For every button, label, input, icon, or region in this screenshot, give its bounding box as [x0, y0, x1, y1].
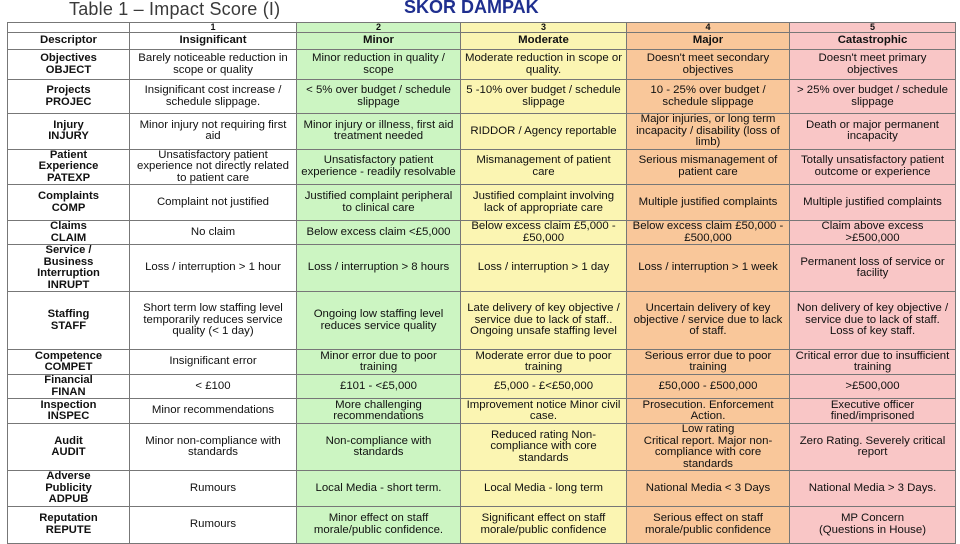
column-header: Catastrophic	[790, 33, 956, 50]
impact-cell: Minor injury not requiring first aid	[130, 114, 297, 150]
descriptor-cell: Objectives OBJECT	[8, 50, 130, 80]
impact-cell: Totally unsatisfactory patient outcome or experience	[790, 149, 956, 185]
impact-cell: Local Media - long term	[461, 471, 627, 507]
impact-cell: Non delivery of key objective / service due to lack of staff. Loss of key staff.	[790, 292, 956, 350]
impact-cell: National Media < 3 Days	[627, 471, 790, 507]
impact-cell: 5 -10% over budget / schedule slippage	[461, 80, 627, 114]
impact-cell: Minor non-compliance with standards	[130, 424, 297, 471]
impact-cell: Unsatisfactory patient experience not directly related to patient care	[130, 149, 297, 185]
impact-cell: £50,000 - £500,000	[627, 375, 790, 399]
impact-cell: Rumours	[130, 506, 297, 543]
slide-subtitle: SKOR DAMPAK	[404, 0, 539, 17]
table-row	[8, 185, 956, 221]
descriptor-cell: Audit AUDIT	[8, 424, 130, 471]
impact-cell: Moderate reduction in scope or quality.	[461, 50, 627, 80]
score-number-row	[8, 23, 956, 33]
impact-cell: Ongoing low staffing level reduces service quality	[297, 292, 461, 350]
impact-cell: £5,000 - £<£50,000	[461, 375, 627, 399]
descriptor-cell: Inspection INSPEC	[8, 399, 130, 424]
impact-cell: < 5% over budget / schedule slippage	[297, 80, 461, 114]
impact-cell: Insignificant cost increase / schedule slippage.	[130, 80, 297, 114]
table-row	[8, 50, 956, 80]
impact-cell: Loss / interruption > 1 hour	[130, 245, 297, 292]
table-row	[8, 245, 956, 292]
descriptor-cell: Staffing STAFF	[8, 292, 130, 350]
table-row	[8, 114, 956, 150]
impact-cell: National Media > 3 Days.	[790, 471, 956, 507]
column-header: Insignificant	[130, 33, 297, 50]
impact-cell: Serious mismanagement of patient care	[627, 149, 790, 185]
table-row	[8, 506, 956, 543]
descriptor-cell: Projects PROJEC	[8, 80, 130, 114]
impact-cell: 10 - 25% over budget / schedule slippage	[627, 80, 790, 114]
impact-cell: Doesn't meet secondary objectives	[627, 50, 790, 80]
impact-cell: RIDDOR / Agency reportable	[461, 114, 627, 150]
impact-cell: Loss / interruption > 1 day	[461, 245, 627, 292]
impact-cell: MP Concern (Questions in House)	[790, 506, 956, 543]
impact-cell: Claim above excess >£500,000	[790, 221, 956, 245]
table-row	[8, 471, 956, 507]
table-title: Table 1 – Impact Score (I)	[69, 0, 281, 19]
column-header: Major	[627, 33, 790, 50]
table-row	[8, 375, 956, 399]
impact-cell: < £100	[130, 375, 297, 399]
impact-cell: Below excess claim <£5,000	[297, 221, 461, 245]
table-row	[8, 424, 956, 471]
impact-cell: Serious error due to poor training	[627, 350, 790, 375]
descriptor-cell: Adverse Publicity ADPUB	[8, 471, 130, 507]
table-row	[8, 149, 956, 185]
column-header: Descriptor	[8, 33, 130, 50]
descriptor-cell: Patient Experience PATEXP	[8, 149, 130, 185]
impact-cell: Serious effect on staff morale/public confidence	[627, 506, 790, 543]
table-row	[8, 292, 956, 350]
column-header: Minor	[297, 33, 461, 50]
impact-cell: > 25% over budget / schedule slippage	[790, 80, 956, 114]
impact-cell: Local Media - short term.	[297, 471, 461, 507]
score-number-cell: 3	[461, 23, 627, 33]
impact-score-table	[7, 22, 956, 544]
impact-cell: Complaint not justified	[130, 185, 297, 221]
impact-cell: Justified complaint involving lack of appropriate care	[461, 185, 627, 221]
impact-cell: No claim	[130, 221, 297, 245]
impact-cell: Minor injury or illness, first aid treatment needed	[297, 114, 461, 150]
table-body	[8, 23, 956, 544]
impact-cell: Rumours	[130, 471, 297, 507]
impact-cell: Significant effect on staff morale/public confidence	[461, 506, 627, 543]
impact-cell: Below excess claim £5,000 - £50,000	[461, 221, 627, 245]
impact-cell: Loss / interruption > 1 week	[627, 245, 790, 292]
impact-cell: £101 - <£5,000	[297, 375, 461, 399]
score-number-cell: 2	[297, 23, 461, 33]
impact-cell: Loss / interruption > 8 hours	[297, 245, 461, 292]
descriptor-cell: Injury INJURY	[8, 114, 130, 150]
descriptor-cell: Competence COMPET	[8, 350, 130, 375]
impact-cell: Death or major permanent incapacity	[790, 114, 956, 150]
table-row	[8, 350, 956, 375]
impact-cell: Late delivery of key objective / service due to lack of staff.. Ongoing unsafe staffing level	[461, 292, 627, 350]
impact-cell: Executive officer fined/imprisoned	[790, 399, 956, 424]
impact-cell: Minor error due to poor training	[297, 350, 461, 375]
impact-cell: Short term low staffing level temporarily reduces service quality (< 1 day)	[130, 292, 297, 350]
impact-cell: Doesn't meet primary objectives	[790, 50, 956, 80]
impact-cell: Barely noticeable reduction in scope or quality	[130, 50, 297, 80]
descriptor-cell: Reputation REPUTE	[8, 506, 130, 543]
impact-cell: Minor effect on staff morale/public confidence.	[297, 506, 461, 543]
impact-cell: Major injuries, or long term incapacity / disability (loss of limb)	[627, 114, 790, 150]
column-header: Moderate	[461, 33, 627, 50]
impact-cell: Unsatisfactory patient experience - readily resolvable	[297, 149, 461, 185]
impact-cell: Multiple justified complaints	[790, 185, 956, 221]
score-number-cell: 4	[627, 23, 790, 33]
descriptor-cell: Financial FINAN	[8, 375, 130, 399]
impact-cell: Minor reduction in quality / scope	[297, 50, 461, 80]
impact-cell: Justified complaint peripheral to clinical care	[297, 185, 461, 221]
score-number-cell: 5	[790, 23, 956, 33]
slide-header	[0, 0, 960, 22]
table-row	[8, 399, 956, 424]
impact-cell: >£500,000	[790, 375, 956, 399]
table-row	[8, 80, 956, 114]
impact-cell: Insignificant error	[130, 350, 297, 375]
impact-cell: Zero Rating. Severely critical report	[790, 424, 956, 471]
impact-cell: Improvement notice Minor civil case.	[461, 399, 627, 424]
impact-cell: Below excess claim £50,000 - £500,000	[627, 221, 790, 245]
descriptor-cell: Complaints COMP	[8, 185, 130, 221]
impact-cell: Uncertain delivery of key objective / service due to lack of staff.	[627, 292, 790, 350]
descriptor-cell: Claims CLAIM	[8, 221, 130, 245]
impact-cell: Non-compliance with standards	[297, 424, 461, 471]
impact-cell: Minor recommendations	[130, 399, 297, 424]
score-number-cell	[8, 23, 130, 33]
column-header-row	[8, 33, 956, 50]
impact-cell: Permanent loss of service or facility	[790, 245, 956, 292]
score-number-cell: 1	[130, 23, 297, 33]
impact-cell: Multiple justified complaints	[627, 185, 790, 221]
impact-cell: Mismanagement of patient care	[461, 149, 627, 185]
table-row	[8, 221, 956, 245]
descriptor-cell: Service / Business Interruption INRUPT	[8, 245, 130, 292]
impact-cell: More challenging recommendations	[297, 399, 461, 424]
impact-cell: Reduced rating Non-compliance with core standards	[461, 424, 627, 471]
impact-cell: Prosecution. Enforcement Action.	[627, 399, 790, 424]
impact-cell: Low rating Critical report. Major non-compliance with core standards	[627, 424, 790, 471]
impact-cell: Critical error due to insufficient training	[790, 350, 956, 375]
impact-cell: Moderate error due to poor training	[461, 350, 627, 375]
